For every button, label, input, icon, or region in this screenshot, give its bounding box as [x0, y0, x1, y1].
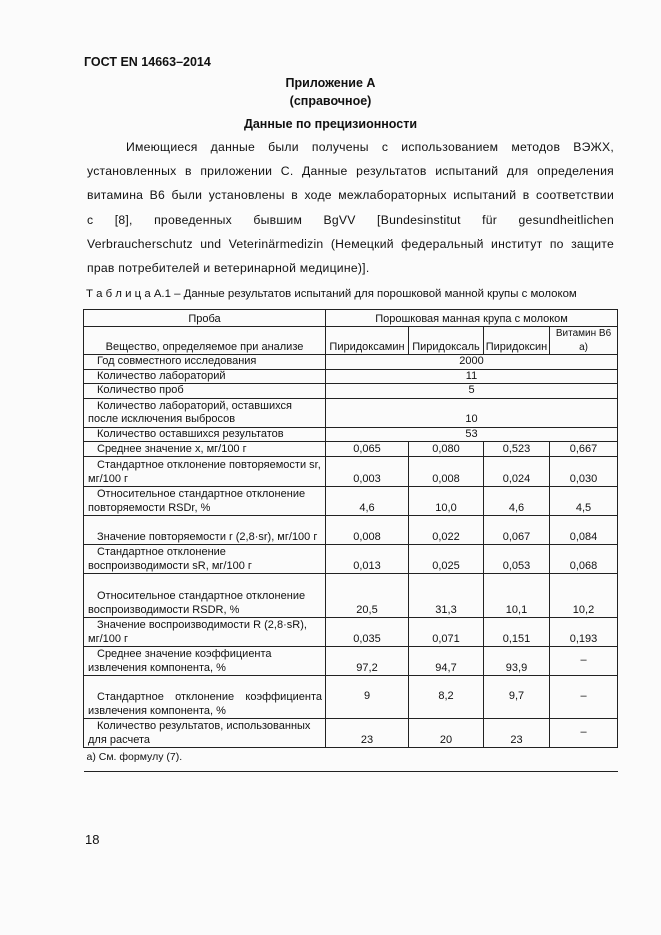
table-row [84, 369, 618, 384]
cell-value: 31,3 [409, 574, 484, 618]
merged-value: 2000 [326, 355, 618, 370]
paragraph-line: прав потребителей и ветеринарной медицине)]. [87, 260, 370, 275]
table-row [84, 355, 618, 370]
header-column: Пиридоксин [484, 327, 550, 355]
annex-title: Приложение А [285, 76, 376, 90]
table-footnote: а) См. формулу (7). [84, 748, 618, 772]
cell-value: 0,193 [550, 618, 618, 647]
cell-value: 0,013 [326, 545, 409, 574]
table-row [84, 719, 618, 748]
table-row [84, 574, 618, 618]
cell-value: 0,084 [550, 516, 618, 545]
cell-value: 0,025 [409, 545, 484, 574]
table-row [84, 647, 618, 676]
row-label: Количество оставшихся результатов [84, 427, 326, 442]
paragraph-line: установленных в приложении С. Данные результатов испытаний для определения [87, 164, 614, 179]
header-column: Витамин В6 a) [550, 327, 618, 355]
paragraph-line: Verbraucherschutz und Veterinärmedizin (Немецкий федеральный институт по защите [87, 236, 614, 251]
cell-value: 0,080 [409, 442, 484, 457]
header-sample: Проба [84, 310, 326, 327]
header-analyte: Вещество, определяемое при анализе [84, 327, 326, 355]
cell-value: 10,0 [409, 487, 484, 516]
cell-value: 4,6 [326, 487, 409, 516]
row-label: Значение воспроизводимости R (2,8·sR), мг/100 г [84, 618, 326, 647]
cell-value: 0,022 [409, 516, 484, 545]
table-header-row [84, 310, 618, 327]
row-label: Относительное стандартное отклонение воспроизводимости RSDR, % [84, 574, 326, 618]
cell-value: 0,068 [550, 545, 618, 574]
row-label: Стандартное отклонение повторяемости sr, мг/100 г [84, 457, 326, 487]
cell-value: 93,9 [484, 647, 550, 676]
cell-value: 0,053 [484, 545, 550, 574]
cell-value: 0,030 [550, 457, 618, 487]
table-header-row [84, 327, 618, 355]
cell-value: 0,667 [550, 442, 618, 457]
merged-value: 53 [326, 427, 618, 442]
cell-value: 4,5 [550, 487, 618, 516]
row-label: Количество лабораторий [84, 369, 326, 384]
merged-value: 11 [326, 369, 618, 384]
header-matrix: Порошковая манная крупа с молоком [326, 310, 618, 327]
cell-value: 0,065 [326, 442, 409, 457]
row-label: Стандартное отклонение воспроизводимости sR, мг/100 г [84, 545, 326, 574]
cell-value: 4,6 [484, 487, 550, 516]
annex-subtitle: (справочное) [289, 94, 372, 108]
table-row [84, 487, 618, 516]
table-row [84, 516, 618, 545]
cell-value: 0,035 [326, 618, 409, 647]
table-row [84, 618, 618, 647]
paragraph-line: Имеющиеся данные были получены с использованием методов ВЭЖХ, [126, 140, 614, 154]
cell-value: 97,2 [326, 647, 409, 676]
cell-value: 0,067 [484, 516, 550, 545]
row-label: Количество лабораторий, оставшихся после исключения выбросов [84, 398, 326, 427]
cell-value: – [550, 719, 618, 748]
merged-value: 10 [326, 398, 618, 427]
header-column: Пиридоксаль [409, 327, 484, 355]
intro-paragraph [87, 135, 614, 280]
cell-value: 0,008 [409, 457, 484, 487]
header-column: Пиридоксамин [326, 327, 409, 355]
cell-value: 94,7 [409, 647, 484, 676]
cell-value: 20 [409, 719, 484, 748]
table-row [84, 457, 618, 487]
row-label: Относительное стандартное отклонение повторяемости RSDr, % [84, 487, 326, 516]
cell-value: 0,523 [484, 442, 550, 457]
document-header: ГОСТ EN 14663–2014 [84, 55, 211, 69]
cell-value: 9 [326, 676, 409, 719]
table-row [84, 442, 618, 457]
cell-value: 0,003 [326, 457, 409, 487]
cell-value: 9,7 [484, 676, 550, 719]
row-label: Количество проб [84, 384, 326, 399]
precision-data-table [83, 309, 618, 772]
row-label: Среднее значение коэффициента извлечения компонента, % [84, 647, 326, 676]
paragraph-line: с [8], проведенных бывшим BgVV [Bundesinstitut für gesundheitlichen [87, 212, 614, 227]
row-label: Среднее значение x, мг/100 г [84, 442, 326, 457]
cell-value: – [550, 676, 618, 719]
table-row [84, 427, 618, 442]
section-heading: Данные по прецизионности [243, 117, 418, 131]
cell-value: 0,008 [326, 516, 409, 545]
row-label: Значение повторяемости r (2,8·sr), мг/100 г [84, 516, 326, 545]
cell-value: 0,024 [484, 457, 550, 487]
merged-value: 5 [326, 384, 618, 399]
cell-value: – [550, 647, 618, 676]
table-row [84, 398, 618, 427]
cell-value: 0,151 [484, 618, 550, 647]
cell-value: 23 [326, 719, 409, 748]
table-row [84, 676, 618, 719]
table-caption: Т а б л и ц а А.1 – Данные результатов испытаний для порошковой манной крупы с молоком [86, 288, 577, 300]
row-label: Год совместного исследования [84, 355, 326, 370]
paragraph-line: витамина В6 были установлены в ходе межлабораторных испытаний в соответствии [87, 188, 614, 203]
table-row [84, 384, 618, 399]
row-label: Количество результатов, использованных для расчета [84, 719, 326, 748]
cell-value: 10,1 [484, 574, 550, 618]
page-number: 18 [85, 832, 100, 847]
cell-value: 0,071 [409, 618, 484, 647]
table-footnote-row [84, 748, 618, 772]
table-row [84, 545, 618, 574]
cell-value: 23 [484, 719, 550, 748]
cell-value: 8,2 [409, 676, 484, 719]
cell-value: 20,5 [326, 574, 409, 618]
row-label: Стандартное отклонение коэффициента извлечения компонента, % [84, 676, 326, 719]
cell-value: 10,2 [550, 574, 618, 618]
